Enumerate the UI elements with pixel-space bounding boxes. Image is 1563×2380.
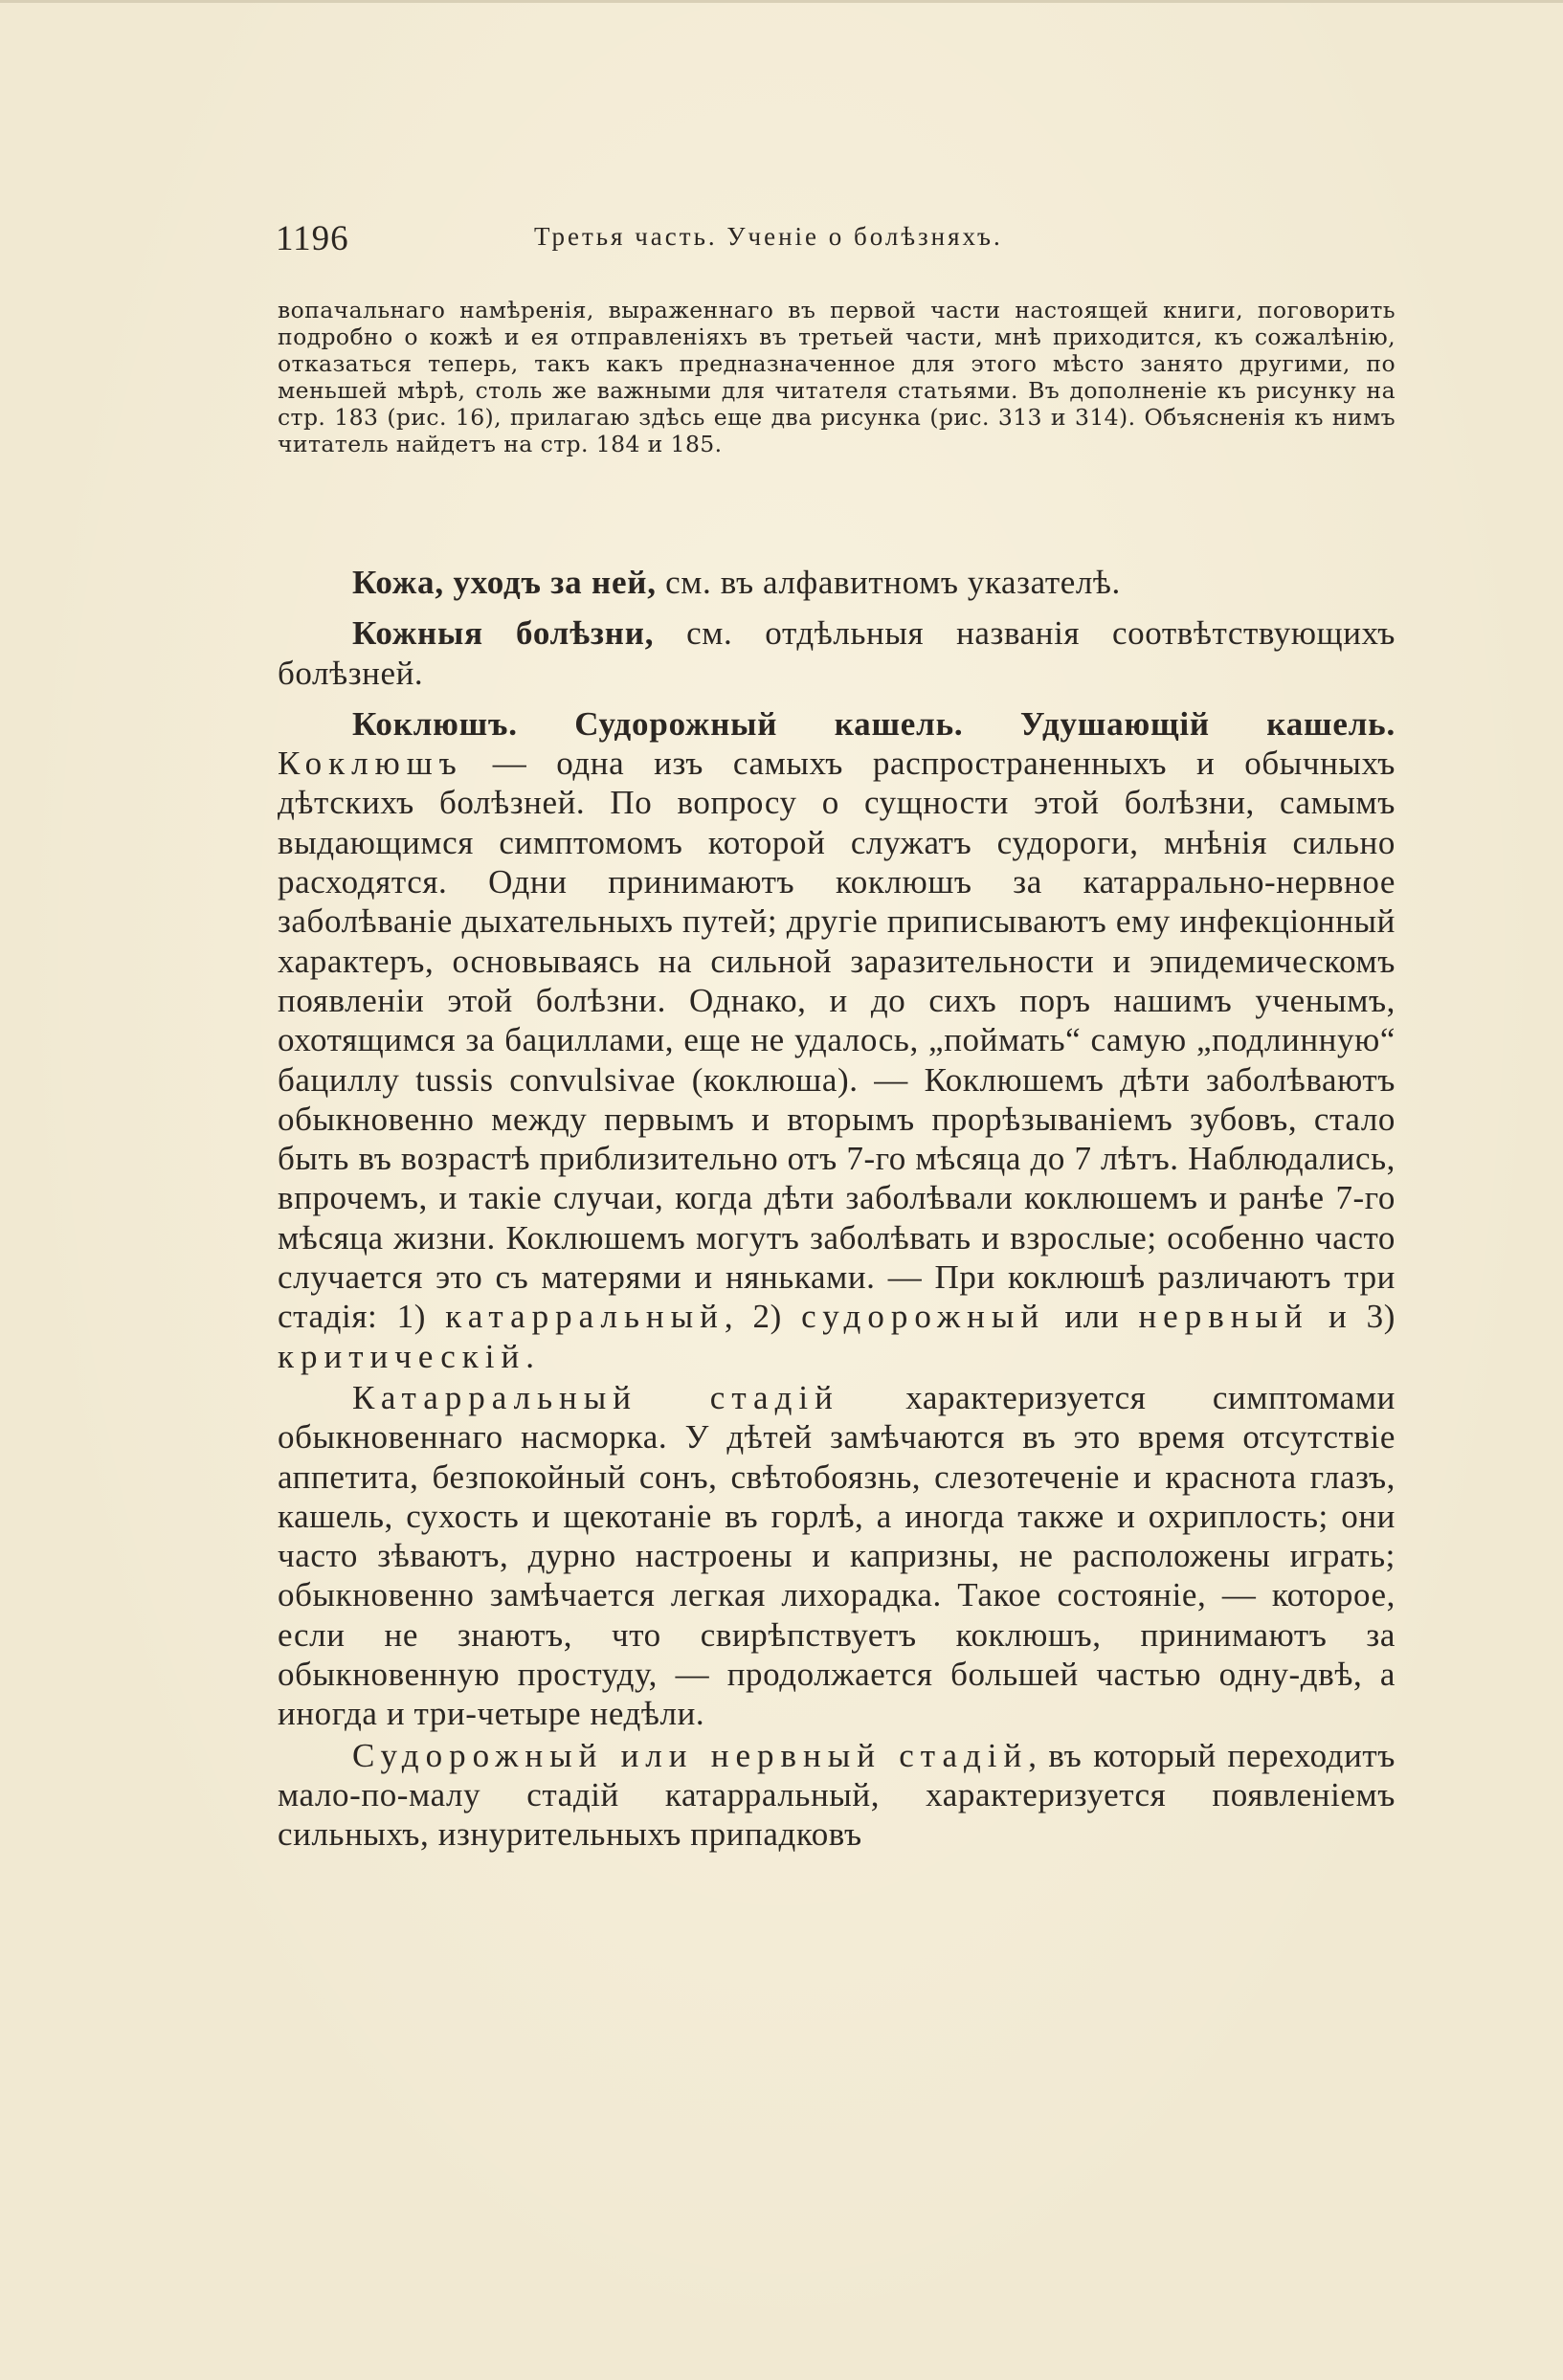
entry-text: см. отдѣльныя названія соотвѣтствующихъ болѣзней. [278,614,1396,692]
paragraph-text: , въ который переходитъ мало-по-малу стадій катарральный, характеризуется появленіемъ сильныхъ, изнурительныхъ припадковъ [278,1736,1396,1854]
entry-text: — одна изъ самыхъ распространенныхъ и обычныхъ дѣтскихъ болѣзней. По вопросу о сущности этой болѣзни, самымъ выдающимся симптомомъ которой служатъ судороги, мнѣнія сильно расходятся. Одни принимаютъ коклюшъ за катаррально-нервное заболѣваніе дыхательныхъ путей; другіе приписываютъ ему инфекціонный характеръ, основываясь на сильной заразительности и эпидемическомъ появленіи этой болѣзни. Однако, и до сихъ поръ нашимъ ученымъ, охотящимся за бациллами, еще не удалось, „поймать“ самую „подлинную“ бациллу tussis convulsivae (коклюша). — Коклюшемъ дѣти заболѣваютъ обыкновенно между первымъ и вторымъ прорѣзываніемъ зубовъ, стало быть въ возрастѣ приблизительно отъ 7-го мѣсяца до 7 лѣтъ. Наблюдались, впрочемъ, и такіе случаи, когда дѣти заболѣвали коклюшемъ и ранѣе 7-го мѣсяца жизни. Коклюшемъ могутъ заболѣвать и взрослые; особенно часто случается это съ матерями и няньками. — При коклюшѣ различаютъ три стадія: 1) [278,745,1396,1336]
entry-skin-care [278,563,1396,602]
paragraph-catarrhal-stage [278,1378,1396,1734]
separator: или [1045,1298,1139,1336]
separator: и 3) [1308,1298,1396,1336]
page-header [276,211,1396,258]
stage-term-catarrhal: катарральный [445,1298,725,1336]
entry-headword: Кожа, уходъ за ней, [352,564,657,601]
separator: , 2) [724,1298,802,1336]
paragraph-text: характеризуется симптомами обыкновеннаго насморка. У дѣтей замѣчаются въ это время отсутствіе аппетита, безпокойный сонъ, свѣтобоязнь, слезотеченіе и краснота глазъ, кашель, сухость и щекотаніе въ горлѣ, а иногда также и охриплость; они часто зѣваютъ, дурно настроены и капризны, не расположены играть; обыкновенно замѣчается легкая лихорадка. Такое состояніе, — которое, если не знаютъ, что свирѣпствуетъ коклюшъ, принимаютъ за обыкновенную простуду, — продолжается большей частью одну-двѣ, а иногда и три-четыре недѣли. [278,1378,1396,1733]
entry-text: см. въ алфавитномъ указателѣ. [656,564,1121,601]
sentence-end: . [525,1337,535,1375]
spaced-term: Катарральный стадій [352,1378,839,1416]
small-print-paragraph [278,297,1396,457]
stage-term-convulsive: судорожный [801,1298,1046,1336]
running-head: Третья часть. Ученіе о болѣзняхъ. [534,222,1003,251]
paragraph-convulsive-stage [278,1736,1396,1855]
page-number: 1196 [276,219,349,258]
small-paragraph-text: вопачальнаго намѣренія, выраженнаго въ первой части настоящей книги, поговорить подробно о кожѣ и ея отправленіяхъ въ третьей части, мнѣ приходится, къ сожалѣнію, отказаться теперь, такъ какъ предназначенное для этого мѣсто занято другими, по меньшей мѣрѣ, столь же важными для читателя статьями. Въ дополненіе къ рисунку на стр. 183 (рис. 16), прилагаю здѣсь еще два рисунка (рис. 313 и 314). Объясненія къ нимъ читатель найдетъ на стр. 184 и 185. [278,297,1396,457]
top-edge [0,0,1563,3]
spaced-term: Коклюшъ [278,745,463,783]
entry-skin-diseases [278,613,1396,693]
main-text [278,563,1396,1855]
spaced-term: Судорожный или нервный стадій [352,1736,1029,1774]
entry-headword: Коклюшъ. Судорожный кашель. Удушающій кашель. [352,704,1396,743]
entry-headword: Кожныя болѣзни, [352,614,655,653]
stage-term-critical: критическій [278,1337,526,1375]
stage-term-nervous: нервный [1138,1298,1309,1336]
entry-whooping-cough [278,704,1396,1376]
